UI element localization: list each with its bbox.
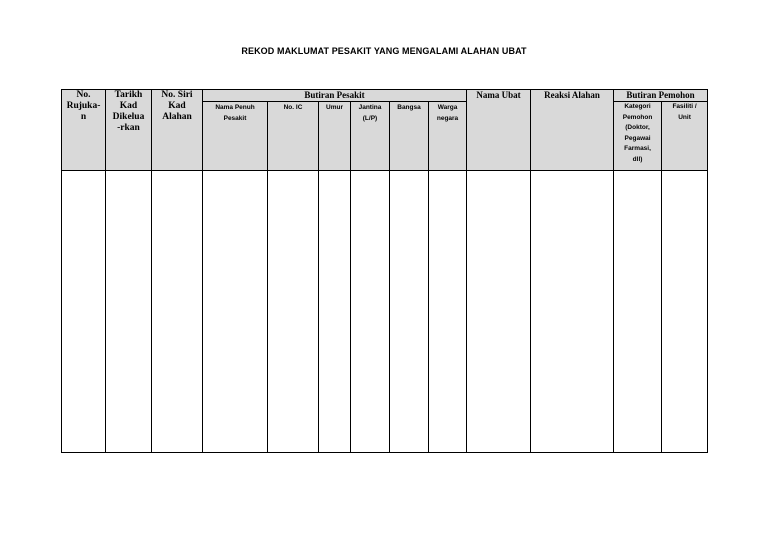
cell-bangsa[interactable] [390, 171, 429, 453]
header-kategori-pemohon: Kategori Pemohon (Doktor, Pegawai Farmasi, dll) [614, 102, 662, 171]
header-warganegara: Warga negara [429, 102, 467, 171]
cell-nama-ubat[interactable] [467, 171, 531, 453]
header-no-siri: No. Siri Kad Alahan [152, 90, 203, 171]
header-tarikh-kad: Tarikh Kad Dikelua -rkan [106, 90, 152, 171]
cell-tarikh-kad[interactable] [106, 171, 152, 453]
table-row [62, 171, 708, 453]
cell-fasiliti-unit[interactable] [662, 171, 708, 453]
header-reaksi-alahan: Reaksi Alahan [531, 90, 614, 171]
header-umur: Umur [319, 102, 351, 171]
header-bangsa: Bangsa [390, 102, 429, 171]
cell-warganegara[interactable] [429, 171, 467, 453]
cell-umur[interactable] [319, 171, 351, 453]
cell-kategori-pemohon[interactable] [614, 171, 662, 453]
cell-jantina[interactable] [351, 171, 390, 453]
cell-nama-penuh[interactable] [203, 171, 268, 453]
header-no-ic: No. IC [268, 102, 319, 171]
header-butiran-pesakit: Butiran Pesakit [203, 90, 467, 102]
document-title: REKOD MAKLUMAT PESAKIT YANG MENGALAMI ALAHAN UBAT [241, 46, 527, 56]
cell-no-rujukan[interactable] [62, 171, 106, 453]
allergy-record-table [61, 89, 708, 453]
header-nama-penuh: Nama Penuh Pesakit [203, 102, 268, 171]
header-nama-ubat: Nama Ubat [467, 90, 531, 171]
cell-reaksi-alahan[interactable] [531, 171, 614, 453]
header-no-rujukan: No. Rujuka- n [62, 90, 106, 171]
cell-no-ic[interactable] [268, 171, 319, 453]
header-fasiliti-unit: Fasiliti / Unit [662, 102, 708, 171]
cell-no-siri[interactable] [152, 171, 203, 453]
header-butiran-pemohon: Butiran Pemohon [614, 90, 708, 102]
header-jantina: Jantina (L/P) [351, 102, 390, 171]
